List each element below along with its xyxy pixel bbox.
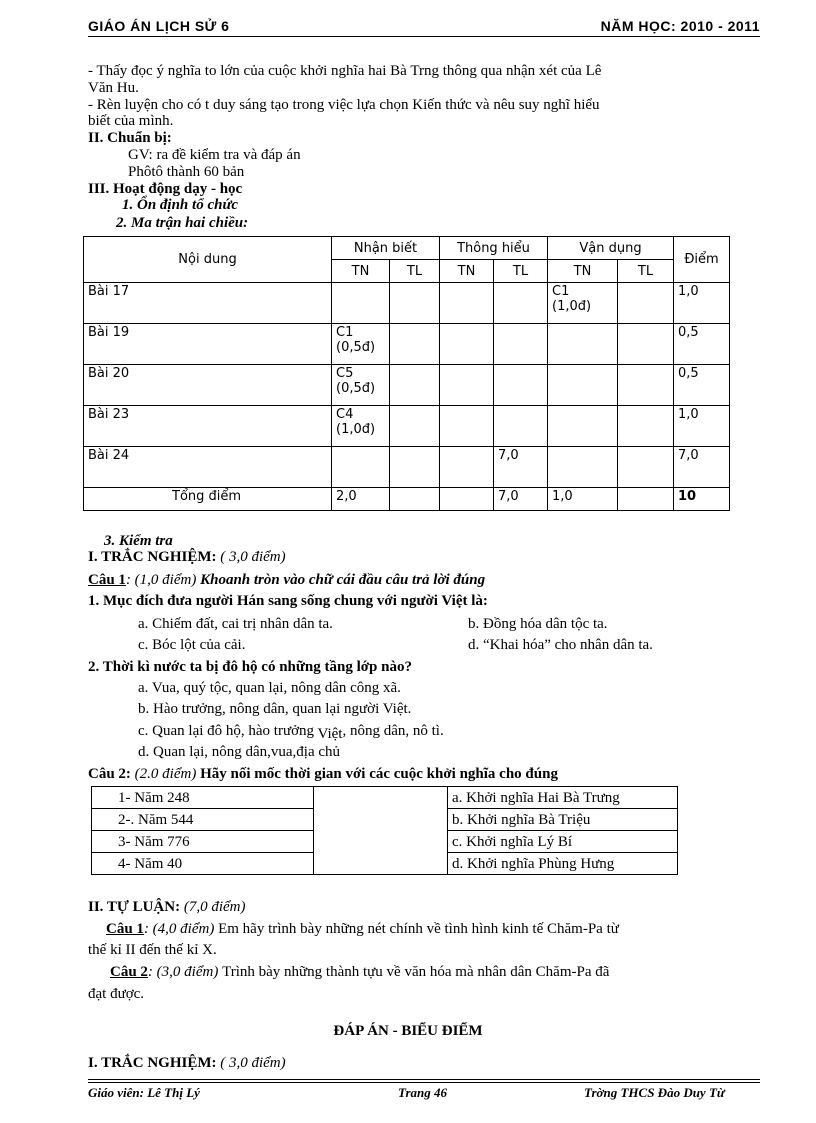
prep-photocopy: Phôtô thành 60 bản [128, 164, 245, 180]
intro-line-2: Văn Hu. [88, 80, 139, 96]
matrix-cell [440, 488, 494, 511]
matrix-cell-score: 1,0 [674, 406, 730, 447]
match-connector-area [314, 787, 448, 875]
page-header [88, 18, 760, 34]
matrix-cell: 2,0 [332, 488, 390, 511]
matrix-cell [494, 283, 548, 324]
matrix-cell [618, 324, 674, 365]
match-uprising: c. Khởi nghĩa Lý Bí [448, 831, 678, 853]
two-way-matrix-table [83, 236, 730, 511]
matrix-cell-score: 1,0 [674, 283, 730, 324]
matrix-cell-score: 0,5 [674, 365, 730, 406]
match-year: 3- Năm 776 [92, 831, 314, 853]
essay-1-text-cont: thế kỉ II đến thế kỉ X. [88, 942, 217, 958]
header-divider [88, 36, 760, 37]
essay-2-text: Trình bày những thành tựu về văn hóa mà nhân dân Chăm-Pa đã [222, 964, 610, 980]
matrix-cell [332, 447, 390, 488]
option-2c-subscript: Việt [317, 726, 343, 742]
matrix-header-understanding: Thông hiểu [440, 237, 548, 260]
matrix-cell [618, 488, 674, 511]
matrix-header-score: Điểm [674, 237, 730, 283]
essay-1-points: : (4,0 điểm) [143, 921, 219, 937]
footer-divider [88, 1082, 760, 1083]
option-1a: a. Chiếm đất, cai trị nhân dân ta. [138, 616, 333, 632]
footer-school: Trờng THCS Đào Duy Từ [584, 1085, 725, 1100]
option-2a: a. Vua, quý tộc, quan lại, nông dân công xã. [138, 680, 401, 696]
part2-title: II. TỰ LUẬN: [88, 899, 181, 915]
matrix-subheader-tn: TN [548, 260, 618, 283]
part1-heading [88, 549, 286, 566]
matrix-cell [440, 406, 494, 447]
matrix-cell-content: Bài 17 [84, 283, 332, 324]
matrix-cell [390, 447, 440, 488]
essay-1 [106, 921, 619, 938]
match-year: 2-. Năm 544 [92, 809, 314, 831]
matching-table [91, 786, 678, 875]
matrix-cell [440, 283, 494, 324]
essay-2-points: : (3,0 điểm) [147, 964, 223, 980]
match-year: 1- Năm 248 [92, 787, 314, 809]
part1-title: I. TRẮC NGHIỆM: [88, 549, 217, 565]
matrix-cell [390, 365, 440, 406]
question-1-heading [88, 572, 485, 589]
matrix-row [84, 406, 730, 447]
question-2-heading [88, 766, 558, 783]
question-2-points: (2.0 điểm) [134, 766, 201, 782]
matrix-cell: C4 (1,0đ) [332, 406, 390, 447]
essay-1-text: Em hãy trình bày những nét chính về tình hình kinh tế Chăm-Pa từ [218, 921, 619, 937]
intro-line-1: - Thấy đọc ý nghĩa to lớn của cuộc khởi nghĩa hai Bà Trng thông qua nhận xét của Lê [88, 63, 602, 79]
matrix-subheader-tl: TL [494, 260, 548, 283]
option-2c-part1: c. Quan lại đô hộ, hào trưởng [138, 723, 318, 739]
matrix-cell: C5 (0,5đ) [332, 365, 390, 406]
activity-item-1: 1. Ổn định tổ chức [122, 197, 239, 213]
prep-teacher: GV: ra đề kiểm tra và đáp án [128, 147, 301, 163]
matrix-cell [390, 324, 440, 365]
option-1b: b. Đồng hóa dân tộc ta. [468, 616, 608, 632]
matrix-cell-content: Bài 24 [84, 447, 332, 488]
matrix-cell [548, 365, 618, 406]
matrix-cell [494, 406, 548, 447]
part2-points: (7,0 điểm) [180, 899, 246, 915]
matrix-cell-content: Bài 23 [84, 406, 332, 447]
matrix-row [84, 365, 730, 406]
matrix-cell [390, 406, 440, 447]
match-uprising: a. Khởi nghĩa Hai Bà Trưng [448, 787, 678, 809]
match-uprising: d. Khởi nghĩa Phùng Hưng [448, 853, 678, 875]
option-2d: d. Quan lại, nông dân,vua,địa chủ [138, 744, 341, 760]
matrix-cell: 7,0 [494, 488, 548, 511]
footer-divider [88, 1079, 760, 1080]
matrix-cell-score: 0,5 [674, 324, 730, 365]
matrix-cell: C1 (0,5đ) [332, 324, 390, 365]
matrix-cell [618, 406, 674, 447]
matrix-subheader-tl: TL [390, 260, 440, 283]
footer-page-number: Trang 46 [398, 1085, 447, 1100]
matrix-cell-content: Tổng điểm [84, 488, 332, 511]
essay-1-label: Câu 1 [106, 921, 144, 937]
matrix-header-application: Vận dụng [548, 237, 674, 260]
question-2-instruction: Hãy nối mốc thời gian với các cuộc khởi nghĩa cho đúng [200, 766, 558, 782]
header-school-year: NĂM HỌC: 2010 - 2011 [600, 18, 760, 34]
matrix-cell [494, 365, 548, 406]
match-year: 4- Năm 40 [92, 853, 314, 875]
matrix-cell [618, 365, 674, 406]
footer-teacher: Giáo viên: Lê Thị Lý [88, 1085, 200, 1100]
matrix-row [84, 283, 730, 324]
matrix-cell: 7,0 [494, 447, 548, 488]
matrix-cell [390, 488, 440, 511]
matrix-header-recognition: Nhận biết [332, 237, 440, 260]
matrix-subheader-tl: TL [618, 260, 674, 283]
matrix-cell: 1,0 [548, 488, 618, 511]
matrix-cell [618, 283, 674, 324]
test-heading: 3. Kiểm tra [104, 533, 173, 549]
matrix-cell [440, 365, 494, 406]
question-1-points: : (1,0 điểm) [125, 572, 201, 588]
essay-2-text-cont: đạt được. [88, 986, 145, 1002]
matrix-cell [548, 406, 618, 447]
answer-key-title: ĐÁP ÁN - BIỂU ĐIỂM [333, 1023, 483, 1039]
option-2b: b. Hào trưởng, nông dân, quan lại người Việt. [138, 701, 412, 717]
answer-part1-heading [88, 1055, 286, 1072]
match-uprising: b. Khởi nghĩa Bà Triệu [448, 809, 678, 831]
matrix-cell-score: 7,0 [674, 447, 730, 488]
matrix-row [84, 447, 730, 488]
activity-heading: III. Hoạt động dạy - học [88, 181, 243, 197]
question-2-label: Câu 2: [88, 766, 135, 782]
option-2c [138, 723, 444, 740]
matrix-cell-score: 10 [674, 488, 730, 511]
matrix-cell [618, 447, 674, 488]
matrix-cell: C1 (1,0đ) [548, 283, 618, 324]
option-1c: c. Bóc lột của cải. [138, 637, 246, 653]
activity-item-2: 2. Ma trận hai chiều: [116, 215, 249, 231]
matrix-cell [548, 447, 618, 488]
option-1d: d. “Khai hóa” cho nhân dân ta. [468, 637, 653, 653]
option-2c-part2: , nông dân, nô tì. [342, 723, 444, 739]
matrix-cell-content: Bài 20 [84, 365, 332, 406]
matrix-header-content: Nội dung [84, 237, 332, 283]
matrix-cell [440, 447, 494, 488]
matrix-cell [390, 283, 440, 324]
sub-question-1: 1. Mục đích đưa người Hán sang sống chung với người Việt là: [88, 593, 488, 609]
intro-line-3: - Rèn luyện cho có t duy sáng tạo trong việc lựa chọn Kiến thức và nêu suy nghĩ hiểu [88, 97, 600, 113]
matrix-cell [332, 283, 390, 324]
sub-question-2: 2. Thời kì nước ta bị đô hộ có những tầng lớp nào? [88, 659, 412, 675]
matrix-total-row [84, 488, 730, 511]
matrix-subheader-tn: TN [440, 260, 494, 283]
question-1-label: Câu 1 [88, 572, 126, 588]
question-1-instruction: Khoanh tròn vào chữ cái đầu câu trả lời đúng [200, 572, 486, 588]
matching-row [92, 787, 678, 809]
part1-points: ( 3,0 điểm) [216, 549, 286, 565]
matrix-cell [548, 324, 618, 365]
matrix-row [84, 324, 730, 365]
matrix-cell [494, 324, 548, 365]
part2-heading [88, 899, 246, 916]
intro-line-4: biết của mình. [88, 113, 174, 129]
essay-2 [110, 964, 609, 981]
essay-2-label: Câu 2 [110, 964, 148, 980]
answer-part1-points: ( 3,0 điểm) [216, 1055, 286, 1071]
prep-heading: II. Chuẩn bị: [88, 130, 172, 146]
matrix-cell-content: Bài 19 [84, 324, 332, 365]
header-subject: GIÁO ÁN LỊCH SỬ 6 [88, 18, 230, 34]
matrix-subheader-tn: TN [332, 260, 390, 283]
answer-part1-title: I. TRẮC NGHIỆM: [88, 1055, 217, 1071]
matrix-cell [440, 324, 494, 365]
